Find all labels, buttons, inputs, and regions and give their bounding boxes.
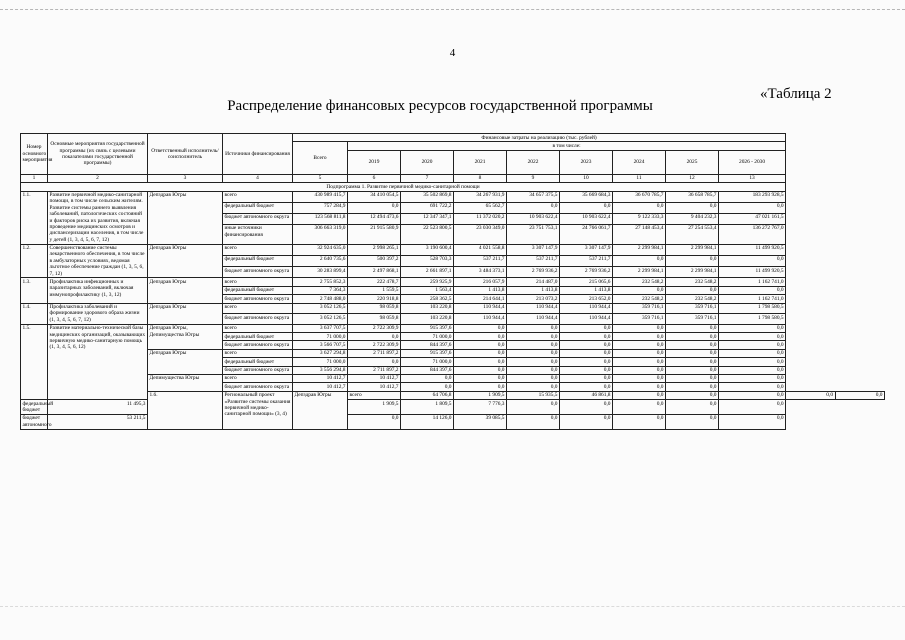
amount-year: 9 404 232,3	[666, 213, 719, 224]
amount-year: 2 722 309,9	[348, 341, 401, 349]
amount-total: 123 568 811,8	[293, 213, 348, 224]
amount-year: 537 211,7	[507, 255, 560, 266]
amount-year: 0,0	[560, 333, 613, 341]
amount-total: 3 637 707,5	[293, 324, 348, 332]
column-index: 3	[148, 174, 223, 182]
amount-year: 0,0	[719, 400, 786, 415]
amount-year: 0,0	[613, 341, 666, 349]
amount-year: 103 220,8	[401, 314, 454, 325]
amount-year: 0,0	[348, 358, 401, 366]
column-index: 10	[560, 174, 613, 182]
amount-year: 0,0	[348, 333, 401, 341]
amount-year: 0,0	[348, 414, 401, 429]
amount-year: 0,0	[401, 383, 454, 391]
amount-year: 0,0	[666, 341, 719, 349]
amount-year: 0,0	[786, 391, 835, 399]
amount-year: 259 925,9	[401, 278, 454, 286]
amount-year: 0,0	[507, 333, 560, 341]
column-index: 6	[348, 174, 401, 182]
amount-year: 0,0	[507, 341, 560, 349]
amount-year: 0,0	[507, 324, 560, 332]
amount-year: 0,0	[454, 383, 507, 391]
amount-year: 0,0	[719, 341, 786, 349]
amount-year: 10 412,7	[348, 374, 401, 382]
amount-year: 0,0	[560, 324, 613, 332]
column-index: 12	[666, 174, 719, 182]
amount-year: 0,0	[835, 391, 884, 399]
measure-name: Региональный проект «Развитие системы оказания первичной медико-санитарной помощи» (3, 4)	[223, 391, 293, 429]
amount-year: 183 293 928,5	[719, 191, 786, 202]
amount-year: 3 190 600,4	[401, 244, 454, 255]
amount-year: 46 861,8	[560, 391, 613, 399]
table-row	[21, 391, 885, 399]
amount-year: 0,0	[454, 349, 507, 357]
header-total: Всего	[293, 142, 348, 174]
measure-name: Развитие материально-технической базы медицинских организаций, оказывающих первичную медико-санитарную помощь (1, 3, 4, 5, 6, 12)	[48, 324, 148, 399]
amount-year: 915 397,6	[401, 324, 454, 332]
amount-year: 21 915 580,9	[348, 224, 401, 244]
amount-year: 222 478,7	[348, 278, 401, 286]
amount-total: 30 283 899,4	[293, 267, 348, 278]
amount-year: 0,0	[507, 414, 560, 429]
table-row	[21, 324, 885, 332]
amount-year: 3 484 373,1	[454, 267, 507, 278]
amount-year: 0,0	[613, 366, 666, 374]
amount-year: 844 397,6	[401, 366, 454, 374]
amount-year: 110 944,4	[560, 314, 613, 325]
amount-year: 1 559,5	[348, 286, 401, 294]
column-index: 8	[454, 174, 507, 182]
amount-year: 71 000,0	[401, 333, 454, 341]
amount-year: 0,0	[666, 255, 719, 266]
amount-year: 0,0	[719, 349, 786, 357]
amount-total: 757 284,9	[293, 202, 348, 213]
amount-total: 64 706,8	[401, 391, 454, 399]
amount-year: 0,0	[560, 383, 613, 391]
amount-year: 34 410 054,5	[348, 191, 401, 202]
amount-year: 0,0	[613, 286, 666, 294]
amount-year: 0,0	[507, 383, 560, 391]
amount-year: 0,0	[666, 383, 719, 391]
amount-year: 2 711 897,2	[348, 349, 401, 357]
amount-year: 2 769 936,2	[507, 267, 560, 278]
amount-year: 35 502 869,8	[401, 191, 454, 202]
amount-year: 2 299 984,1	[613, 244, 666, 255]
amount-year: 1 809,5	[401, 400, 454, 415]
amount-total: 10 412,7	[293, 383, 348, 391]
amount-year: 216 057,9	[454, 278, 507, 286]
measure-number: 1.1.	[21, 191, 48, 244]
header-costs: Финансовые затраты на реализацию (тыс. рублей)	[293, 134, 786, 142]
amount-year: 232 548,2	[613, 295, 666, 303]
funding-source: федеральный бюджет	[22, 400, 54, 413]
amount-year: 2 299 984,1	[666, 244, 719, 255]
scan-edge-line	[0, 9, 905, 10]
amount-year: 65 562,7	[454, 202, 507, 213]
amount-year: 71 000,0	[401, 358, 454, 366]
amount-year: 36 670 785,7	[613, 191, 666, 202]
amount-year: 2 722 309,9	[348, 324, 401, 332]
table-header	[21, 134, 885, 183]
amount-total: 2 748 488,0	[293, 295, 348, 303]
amount-year: 232 548,2	[666, 278, 719, 286]
amount-year: 2 299 984,1	[666, 267, 719, 278]
header-year: 2025	[666, 150, 719, 174]
measure-name: Развитие первичной медико-санитарной помощи, в том числе сельским жителям. Развитие системы раннего выявления заболеваний, патологических состояний и факторов риска их развития, включая проведение медицинских осмотров и диспансеризации населения, в том числе у детей (1, 3, 4, 5, 6, 7, 12)	[48, 191, 148, 244]
amount-year: 11 372 020,2	[454, 213, 507, 224]
amount-year: 1 798 580,5	[719, 303, 786, 314]
amount-year: 0,0	[560, 358, 613, 366]
funding-source: федеральный бюджет	[223, 286, 293, 294]
amount-year: 0,0	[613, 414, 666, 429]
amount-total: 3 052 126,5	[293, 303, 348, 314]
amount-year: 10 903 622,4	[507, 213, 560, 224]
table-row	[21, 244, 885, 255]
funding-source: иные источники финансирования	[223, 224, 293, 244]
amount-year: 11 499 920,5	[719, 267, 786, 278]
amount-year: 11 499 920,5	[719, 244, 786, 255]
amount-year: 258 362,5	[401, 295, 454, 303]
header-executor: Ответственный исполнитель/соисполнитель	[148, 134, 223, 175]
amount-year: 0,0	[666, 400, 719, 415]
amount-year: 0,0	[507, 202, 560, 213]
amount-year: 110 944,4	[507, 303, 560, 314]
amount-total: 71 000,0	[293, 358, 348, 366]
table-row	[21, 278, 885, 286]
amount-total: 7 364,3	[293, 286, 348, 294]
amount-year: 500 397,2	[348, 255, 401, 266]
amount-year: 1 909,5	[454, 391, 507, 399]
executor: Депздрав Югры	[148, 278, 223, 303]
amount-year: 0,0	[348, 202, 401, 213]
amount-year: 10 903 622,4	[560, 213, 613, 224]
amount-year: 359 716,1	[666, 303, 719, 314]
amount-year: 0,0	[719, 383, 786, 391]
amount-year: 27 148 453,4	[613, 224, 666, 244]
amount-total: 32 924 635,0	[293, 244, 348, 255]
table-row	[21, 191, 885, 202]
amount-year: 12 347 347,1	[401, 213, 454, 224]
amount-year: 1 162 741,0	[719, 295, 786, 303]
funding-source: всего	[223, 349, 293, 357]
subprogram-title: Подпрограмма 1. Развитие первичной медико-санитарной помощи	[21, 183, 786, 191]
scan-edge-line	[0, 606, 905, 607]
amount-year: 0,0	[719, 374, 786, 382]
amount-total: 3 052 126,5	[293, 314, 348, 325]
amount-year: 0,0	[560, 202, 613, 213]
amount-total: 3 627 294,8	[293, 349, 348, 357]
funding-source: бюджет автономного округа	[223, 314, 293, 325]
executor: Депздрав Югры	[293, 391, 348, 429]
amount-year: 0,0	[560, 366, 613, 374]
amount-year: 0,0	[613, 333, 666, 341]
funding-source: бюджет автономного округа	[223, 213, 293, 224]
amount-year: 0,0	[613, 202, 666, 213]
amount-year: 2 497 868,1	[348, 267, 401, 278]
funding-source: бюджет автономного округа	[223, 366, 293, 374]
table-row	[21, 349, 885, 357]
funding-source: всего	[223, 374, 293, 382]
header-year: 2020	[401, 150, 454, 174]
funding-source: бюджет автономного	[22, 415, 52, 428]
amount-year: 232 548,2	[666, 295, 719, 303]
executor: Депздрав Югры	[148, 191, 223, 244]
amount-year: 0,0	[666, 374, 719, 382]
page-number: 4	[449, 47, 456, 59]
amount-year: 0,0	[666, 286, 719, 294]
header-year: 2024	[613, 150, 666, 174]
amount-year: 22 523 800,5	[401, 224, 454, 244]
amount-year: 0,0	[613, 358, 666, 366]
amount-total: 306 663 319,0	[293, 224, 348, 244]
amount-year: 537 211,7	[560, 255, 613, 266]
amount-year: 0,0	[454, 358, 507, 366]
amount-total: 3 556 294,8	[293, 366, 348, 374]
amount-year: 27 254 553,4	[666, 224, 719, 244]
header-source: Источники финансирования	[223, 134, 293, 175]
column-index: 5	[293, 174, 348, 182]
funding-source: всего	[223, 324, 293, 332]
amount-year: 34 267 931,9	[454, 191, 507, 202]
amount-year: 47 021 161,5	[719, 213, 786, 224]
funding-source: федеральный бюджет	[223, 333, 293, 341]
amount-year: 0,0	[507, 358, 560, 366]
amount-year: 98 059,8	[348, 314, 401, 325]
amount-year: 0,0	[560, 400, 613, 415]
amount-year: 0,0	[666, 324, 719, 332]
header-year: 2021	[454, 150, 507, 174]
amount-year: 2 998 265,1	[348, 244, 401, 255]
amount-year: 1 162 741,0	[719, 278, 786, 286]
amount-year: 0,0	[719, 366, 786, 374]
amount-year: 0,0	[454, 374, 507, 382]
amount-year: 0,0	[454, 366, 507, 374]
amount-year: 220 918,8	[348, 295, 401, 303]
amount-year: 0,0	[613, 400, 666, 415]
measure-name: Профилактика заболеваний и формирование здорового образа жизни (1, 3, 4, 5, 6, 7, 12)	[48, 303, 148, 324]
amount-year: 691 722,2	[401, 202, 454, 213]
header-year: 2022	[507, 150, 560, 174]
amount-year: 0,0	[719, 391, 786, 399]
executor: Депимущества Югры	[148, 374, 223, 391]
amount-year: 0,0	[507, 400, 560, 415]
amount-year: 0,0	[613, 374, 666, 382]
funding-source: федеральный бюджет	[223, 358, 293, 366]
executor: Депздрав Югры	[148, 349, 223, 374]
amount-year: 0,0	[666, 391, 719, 399]
amount-total: 2 755 852,3	[293, 278, 348, 286]
amount-year: 359 716,1	[613, 303, 666, 314]
header-year: 2026 - 2030	[719, 150, 786, 174]
column-index: 1	[21, 174, 48, 182]
amount-year: 3 307 147,9	[560, 244, 613, 255]
amount-year: 0,0	[719, 358, 786, 366]
funding-source: бюджет автономного округа	[223, 341, 293, 349]
amount-total: 430 989 415,7	[293, 191, 348, 202]
header-year: 2023	[560, 150, 613, 174]
page-title: Распределение финансовых ресурсов государственной программы	[227, 98, 653, 114]
amount-total: 71 000,0	[293, 333, 348, 341]
amount-year: 359 716,1	[613, 314, 666, 325]
amount-year: 213 073,2	[507, 295, 560, 303]
measure-number: 1.3.	[21, 278, 48, 303]
funding-source: всего	[223, 244, 293, 255]
amount-year: 915 397,6	[401, 349, 454, 357]
amount-year: 3 307 147,9	[507, 244, 560, 255]
amount-year: 0,0	[719, 324, 786, 332]
amount-year: 4 021 558,8	[454, 244, 507, 255]
amount-year: 0,0	[666, 349, 719, 357]
amount-year: 0,0	[719, 202, 786, 213]
amount-year: 537 211,7	[454, 255, 507, 266]
amount-year: 0,0	[666, 414, 719, 429]
amount-year: 2 769 936,2	[560, 267, 613, 278]
funding-source: федеральный бюджет	[223, 202, 293, 213]
header-year: 2019	[348, 150, 401, 174]
measure-name: Совершенствование системы лекарственного обеспечения, в том числе в амбулаторных условиях, ведомая льготное обеспечение граждан (1, 3, 5, 6, 7, 12)	[48, 244, 148, 278]
amount-year: 110 944,4	[454, 314, 507, 325]
column-index: 9	[507, 174, 560, 182]
amount-year: 0,0	[454, 341, 507, 349]
amount-year: 0,0	[666, 333, 719, 341]
amount-total: 10 412,7	[293, 374, 348, 382]
amount-year: 0,0	[613, 391, 666, 399]
funding-source: федеральный бюджет	[223, 255, 293, 266]
amount-year: 0,0	[666, 202, 719, 213]
table-row	[21, 303, 885, 314]
amount-year: 1 909,5	[348, 400, 401, 415]
amount-year: 34 657 375,5	[507, 191, 560, 202]
header-incl: в том числе:	[348, 142, 786, 150]
amount-year: 0,0	[666, 358, 719, 366]
amount-year: 1 563,4	[401, 286, 454, 294]
amount-year: 0,0	[613, 383, 666, 391]
amount-year: 0,0	[560, 374, 613, 382]
amount-year: 0,0	[401, 374, 454, 382]
amount-year: 0,0	[719, 333, 786, 341]
amount-year: 1 413,8	[454, 286, 507, 294]
amount-year: 0,0	[454, 333, 507, 341]
amount-year: 24 766 061,7	[560, 224, 613, 244]
funding-source: всего	[223, 278, 293, 286]
amount-year: 110 944,4	[507, 314, 560, 325]
amount-year: 0,0	[613, 349, 666, 357]
amount-year: 0,0	[719, 255, 786, 266]
column-index: 11	[613, 174, 666, 182]
column-index: 7	[401, 174, 454, 182]
amount-year: 0,0	[454, 324, 507, 332]
funding-source: всего	[348, 391, 401, 399]
amount-year: 0,0	[560, 341, 613, 349]
amount-year: 0,0	[613, 324, 666, 332]
amount-year: 359 716,1	[666, 314, 719, 325]
funding-source: бюджет автономного округа	[223, 295, 293, 303]
funding-source: бюджет автономного округа	[223, 267, 293, 278]
amount-year: 0,0	[560, 414, 613, 429]
amount-year: 0,0	[507, 366, 560, 374]
finance-table	[20, 133, 885, 430]
amount-year: 528 703,3	[401, 255, 454, 266]
amount-year: 39 085,5	[454, 414, 507, 429]
amount-year: 36 658 785,7	[666, 191, 719, 202]
table-label: «Таблица 2	[760, 86, 832, 102]
amount-year: 110 944,4	[454, 303, 507, 314]
executor: Депздрав Югры	[148, 244, 223, 278]
amount-year: 0,0	[507, 349, 560, 357]
column-index: 2	[48, 174, 148, 182]
amount-total: 53 211,5	[48, 414, 148, 429]
amount-year: 110 944,4	[560, 303, 613, 314]
funding-source: всего	[223, 191, 293, 202]
amount-year: 0,0	[560, 349, 613, 357]
amount-total: 11 495,3	[48, 400, 148, 415]
amount-year: 214 487,0	[507, 278, 560, 286]
column-index: 13	[719, 174, 786, 182]
amount-year: 2 711 897,2	[348, 366, 401, 374]
amount-year: 0,0	[719, 414, 786, 429]
measure-number: 1.4.	[21, 303, 48, 324]
header-measure: Основные мероприятия государственной программы (их связь с целевыми показателями государственной программы)	[48, 134, 148, 175]
amount-total: 2 640 735,6	[293, 255, 348, 266]
amount-year: 213 652,0	[560, 295, 613, 303]
funding-source: бюджет автономного округа	[223, 383, 293, 391]
amount-year: 2 661 897,1	[401, 267, 454, 278]
amount-year: 1 413,8	[507, 286, 560, 294]
amount-total: 3 566 707,5	[293, 341, 348, 349]
amount-year: 136 272 767,0	[719, 224, 786, 244]
amount-year: 14 126,0	[401, 414, 454, 429]
amount-year: 23 030 349,0	[454, 224, 507, 244]
amount-year: 214 644,1	[454, 295, 507, 303]
amount-year: 10 412,7	[348, 383, 401, 391]
amount-year: 0,0	[719, 286, 786, 294]
measure-number: 1.2.	[21, 244, 48, 278]
amount-year: 15 935,5	[507, 391, 560, 399]
amount-year: 12 494 473,6	[348, 213, 401, 224]
header-num: Номер основного мероприятия	[21, 134, 48, 175]
amount-year: 9 122 333,3	[613, 213, 666, 224]
executor: Депздрав Югры, Депимущества Югры	[148, 324, 223, 349]
measure-number: 1.6.	[148, 391, 223, 429]
measure-name: Профилактика инфекционных и паразитарных заболеваний, включая иммунопрофилактику (1, 3, 12)	[48, 278, 148, 303]
amount-year: 2 299 984,1	[613, 267, 666, 278]
amount-year: 35 669 684,3	[560, 191, 613, 202]
amount-year: 98 059,8	[348, 303, 401, 314]
amount-year: 0,0	[666, 366, 719, 374]
amount-year: 0,0	[507, 374, 560, 382]
amount-year: 1 413,8	[560, 286, 613, 294]
amount-year: 0,0	[613, 255, 666, 266]
amount-year: 103 220,8	[401, 303, 454, 314]
measure-number: 1.5.	[21, 324, 48, 399]
executor: Депздрав Югры	[148, 303, 223, 324]
amount-year: 232 548,2	[613, 278, 666, 286]
amount-year: 844 397,6	[401, 341, 454, 349]
column-index: 4	[223, 174, 293, 182]
amount-year: 1 798 580,5	[719, 314, 786, 325]
amount-year: 7 776,3	[454, 400, 507, 415]
amount-year: 23 751 753,1	[507, 224, 560, 244]
amount-year: 215 065,6	[560, 278, 613, 286]
funding-source: всего	[223, 303, 293, 314]
table-row	[21, 374, 885, 382]
